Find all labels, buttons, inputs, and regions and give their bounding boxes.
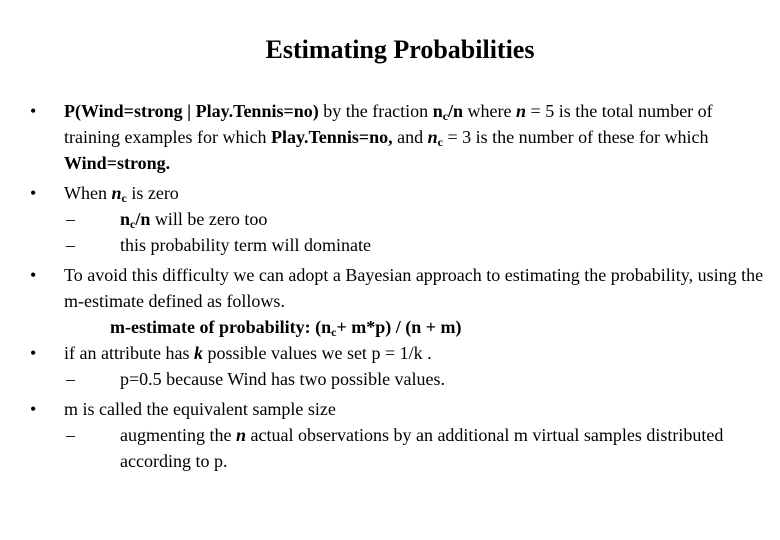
- subscript: c: [121, 191, 127, 205]
- bullet-icon: •: [30, 265, 37, 285]
- bullet-icon: •: [30, 343, 37, 363]
- bullet-item-2: [30, 180, 770, 206]
- dash-icon: –: [66, 369, 75, 389]
- sub-item: [30, 232, 770, 258]
- slide-title: Estimating Probabilities: [265, 35, 535, 64]
- text-span: augmenting the: [120, 425, 236, 445]
- text-span: = 3 is the number of these for which: [442, 127, 709, 147]
- probability-expression: P(Wind=strong | Play.Tennis=no): [64, 101, 319, 121]
- text-span: /n: [135, 209, 151, 229]
- text-span: where: [463, 101, 517, 121]
- dash-icon: –: [66, 209, 75, 229]
- text-span: p=0.5 because Wind has two possible values.: [120, 369, 446, 389]
- bullet-icon: •: [30, 399, 37, 419]
- text-span: and: [392, 127, 428, 147]
- bullet-item-4: [30, 340, 770, 366]
- slide-body: [30, 98, 770, 474]
- sub-item: [30, 366, 770, 392]
- bullet-item-5: [30, 396, 770, 422]
- text-span: by the fraction: [318, 101, 433, 121]
- condition-expression: Wind=strong.: [64, 153, 171, 173]
- subscript: c: [442, 109, 449, 123]
- m-estimate-formula: [30, 314, 770, 340]
- n-symbol: n: [516, 101, 527, 121]
- subscript: c: [130, 217, 136, 231]
- text-span: + m*p) / (n + m): [336, 317, 462, 337]
- k-symbol: k: [193, 343, 203, 363]
- bullet-item-3: [30, 262, 770, 314]
- subscript: c: [331, 325, 337, 339]
- nc-symbol: n: [111, 183, 122, 203]
- text-span: m-estimate of probability: (n: [110, 317, 332, 337]
- subscript: c: [437, 135, 443, 149]
- text-span: When: [64, 183, 112, 203]
- text-span: To avoid this difficulty we can adopt a Bayesian approach to estimating the probability, using the m-estimate defined as follows.: [64, 265, 764, 311]
- text-span: m is called the equivalent sample size: [64, 399, 336, 419]
- n-symbol: n: [235, 425, 246, 445]
- sub-item: [30, 206, 770, 232]
- nc-symbol: n: [432, 101, 443, 121]
- text-span: this probability term will dominate: [120, 235, 371, 255]
- text-span: actual observations by an additional m virtual samples distributed according to p.: [120, 425, 724, 471]
- text-span: is zero: [126, 183, 179, 203]
- sub-item: [30, 422, 770, 474]
- bullet-icon: •: [30, 101, 37, 121]
- bullet-icon: •: [30, 183, 37, 203]
- nc-symbol: n: [120, 209, 131, 229]
- condition-expression: Play.Tennis=no,: [270, 127, 393, 147]
- text-span: if an attribute has: [64, 343, 194, 363]
- bullet-item-1: [30, 98, 770, 176]
- text-span: possible values we set p = 1/k .: [202, 343, 432, 363]
- text-span: /n: [448, 101, 464, 121]
- nc-symbol: n: [427, 127, 438, 147]
- dash-icon: –: [66, 425, 75, 445]
- text-span: = 5 is the total number of training examples for which: [64, 101, 713, 147]
- text-span: will be zero too: [150, 209, 268, 229]
- dash-icon: –: [66, 235, 75, 255]
